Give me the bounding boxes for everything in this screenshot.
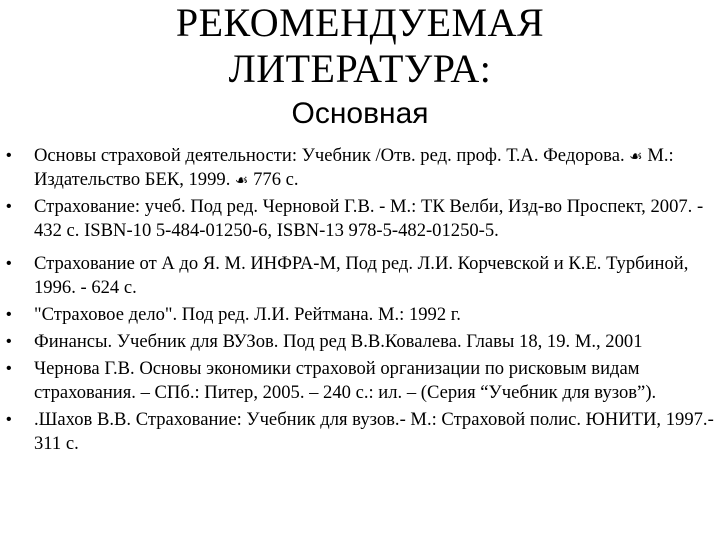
bullet-icon: •: [6, 306, 12, 323]
reference-text: .Шахов В.В. Страхование: Учебник для вузов.- М.: Страховой полис. ЮНИТИ, 1997.- 311 с.: [34, 409, 714, 454]
bullet-icon: •: [6, 147, 12, 164]
fleuron-icon: ☙: [629, 147, 643, 165]
title-block: [0, 0, 720, 132]
bullet-icon: •: [6, 255, 12, 272]
reference-text-part-2: М.: Издательство БЕК, 1999.: [34, 145, 674, 190]
bullet-icon: •: [6, 198, 12, 215]
bullet-icon: •: [6, 360, 12, 377]
list-item: [6, 408, 716, 456]
bullet-icon: •: [6, 333, 12, 350]
reference-text: Финансы. Учебник для ВУЗов. Под ред В.В.Ковалева. Главы 18, 19. М., 2001: [34, 331, 643, 352]
reference-text-part-3: 776 с.: [248, 169, 299, 190]
reference-text: "Страховое дело". Под ред. Л.И. Рейтмана. М.: 1992 г.: [34, 304, 461, 325]
list-item: [6, 357, 716, 405]
reference-text: Страхование от А до Я. М. ИНФРА-М, Под ред. Л.И. Корчевской и К.Е. Турбиной, 1996. - 624 с.: [34, 253, 689, 298]
bullet-icon: •: [6, 411, 12, 428]
page-title-line-2: ЛИТЕРАТУРА:: [228, 46, 492, 91]
list-item: [6, 330, 716, 354]
reference-text: Страхование: учеб. Под ред. Черновой Г.В. - М.: ТК Велби, Изд-во Проспект, 2007. - 432 с. ISBN-10 5-484-01250-6, ISBN-13 978-5-482-01250-5.: [34, 196, 704, 241]
reference-list: [6, 144, 716, 456]
fleuron-icon: ☙: [235, 171, 249, 189]
page-title-line-1: РЕКОМЕНДУЕМАЯ: [175, 0, 545, 45]
reference-text-part-1: Основы страховой деятельности: Учебник /Отв. ред. проф. Т.А. Федорова.: [34, 145, 630, 166]
list-item: [6, 144, 716, 192]
list-item: [6, 252, 716, 300]
list-item: [6, 303, 716, 327]
reference-text: Чернова Г.В. Основы экономики страховой организации по рисковым видам страхования. – СПб.: Питер, 2005. – 240 с.: ил. – (Серия “Учебник для вузов”).: [34, 358, 657, 403]
list-item: [6, 195, 716, 243]
section-subtitle: Основная: [291, 97, 429, 130]
